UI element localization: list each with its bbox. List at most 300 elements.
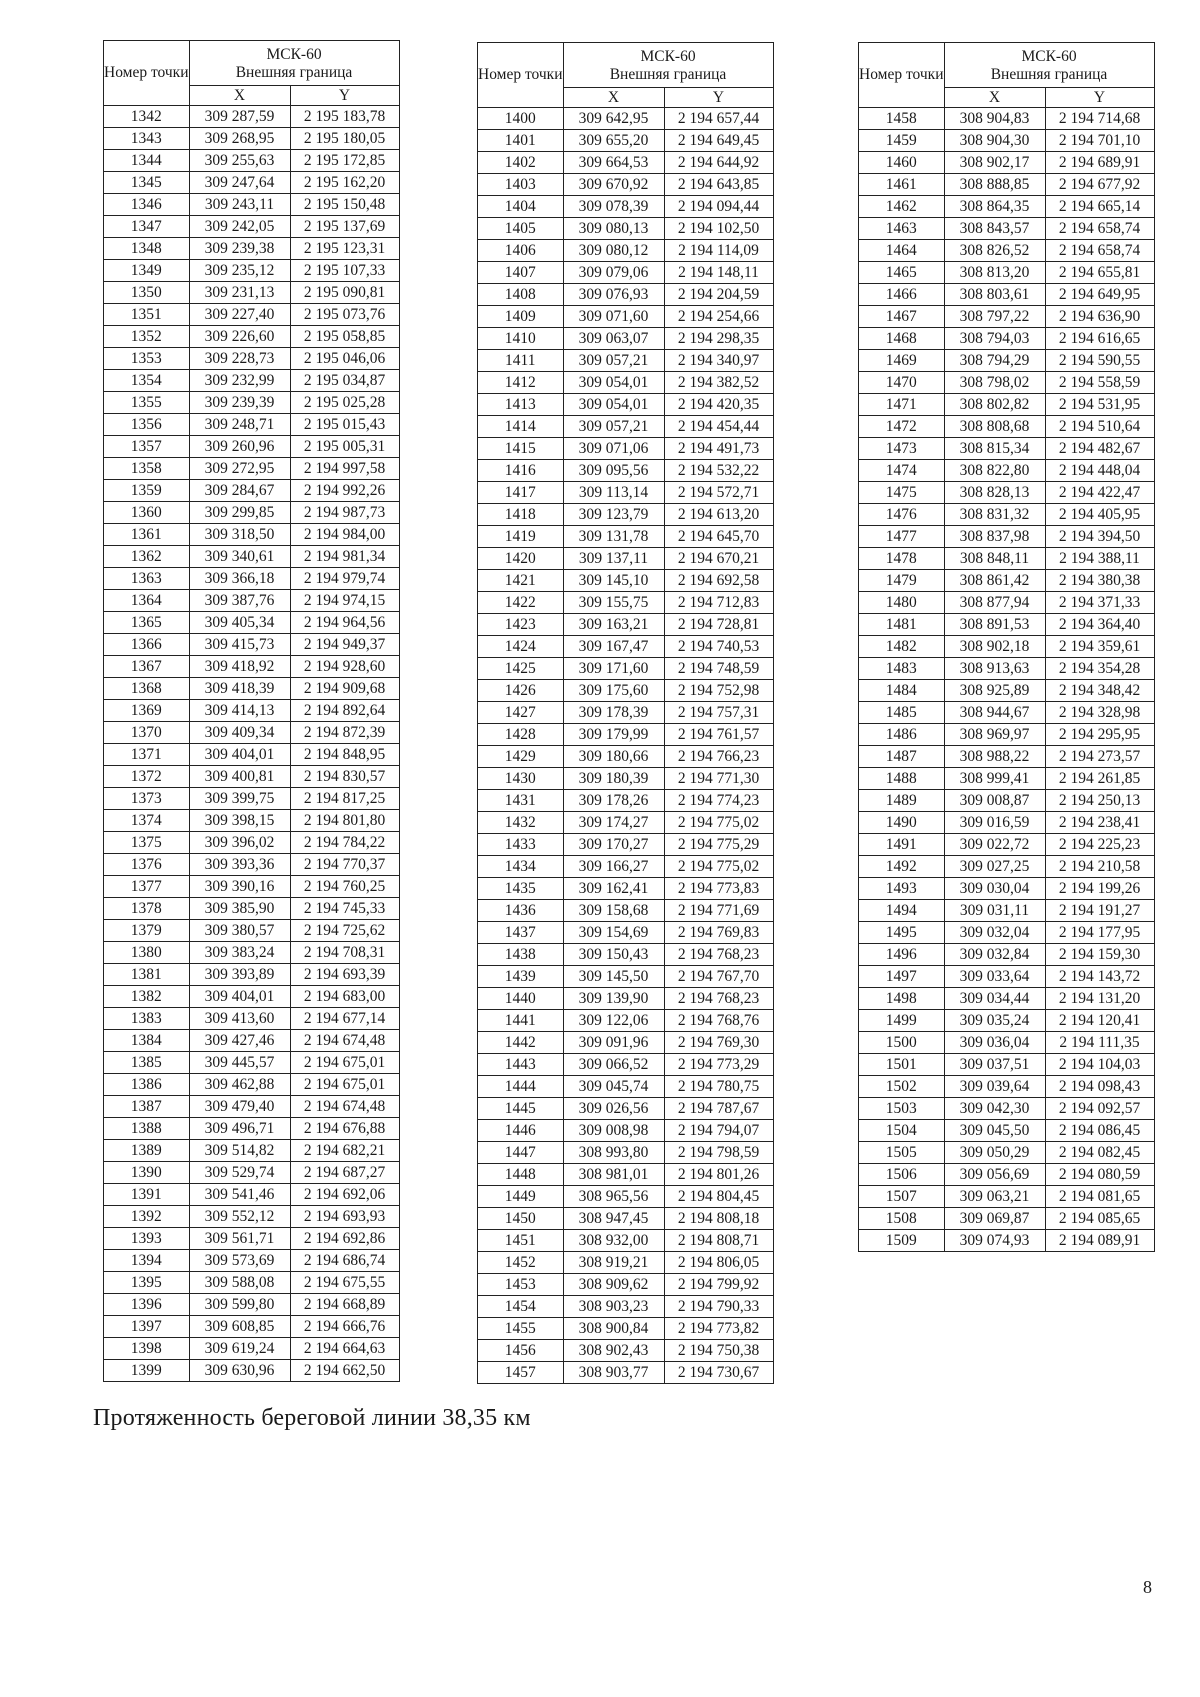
y-coordinate-cell: 2 195 150,48 (290, 194, 399, 216)
table-row (104, 1338, 400, 1360)
y-coordinate-cell: 2 194 191,27 (1045, 900, 1154, 922)
y-coordinate-cell: 2 194 645,70 (664, 526, 773, 548)
x-coordinate-cell: 309 026,56 (563, 1098, 664, 1120)
x-coordinate-cell: 309 054,01 (563, 372, 664, 394)
y-coordinate-cell: 2 194 687,27 (290, 1162, 399, 1184)
point-number-cell: 1460 (859, 152, 945, 174)
x-coordinate-cell: 309 529,74 (189, 1162, 290, 1184)
point-number-cell: 1387 (104, 1096, 190, 1118)
x-coordinate-cell: 309 243,11 (189, 194, 290, 216)
y-coordinate-cell: 2 194 689,91 (1045, 152, 1154, 174)
table-row (859, 1010, 1155, 1032)
y-coordinate-cell: 2 194 775,02 (664, 856, 773, 878)
x-coordinate-cell: 309 039,64 (944, 1076, 1045, 1098)
point-number-cell: 1368 (104, 678, 190, 700)
x-coordinate-cell: 308 902,17 (944, 152, 1045, 174)
x-coordinate-cell: 309 393,36 (189, 854, 290, 876)
point-number-cell: 1499 (859, 1010, 945, 1032)
y-coordinate-cell: 2 194 085,65 (1045, 1208, 1154, 1230)
y-coordinate-cell: 2 194 768,23 (664, 988, 773, 1010)
point-number-cell: 1493 (859, 878, 945, 900)
y-coordinate-cell: 2 194 261,85 (1045, 768, 1154, 790)
x-coordinate-cell: 309 414,13 (189, 700, 290, 722)
table-row (478, 218, 774, 240)
y-coordinate-cell: 2 194 388,11 (1045, 548, 1154, 570)
y-coordinate-cell: 2 195 073,76 (290, 304, 399, 326)
x-coordinate-cell: 309 016,59 (944, 812, 1045, 834)
point-number-cell: 1365 (104, 612, 190, 634)
x-coordinate-cell: 309 076,93 (563, 284, 664, 306)
y-coordinate-cell: 2 195 025,28 (290, 392, 399, 414)
y-coordinate-cell: 2 194 830,57 (290, 766, 399, 788)
coordinate-system-name: МСК-60 (266, 46, 322, 64)
point-number-cell: 1432 (478, 812, 564, 834)
table-row (859, 1164, 1155, 1186)
x-coordinate-cell: 309 404,01 (189, 986, 290, 1008)
x-coordinate-cell: 309 462,88 (189, 1074, 290, 1096)
point-number-cell: 1437 (478, 922, 564, 944)
table-row (859, 1098, 1155, 1120)
header-row (859, 43, 1155, 88)
point-number-cell: 1377 (104, 876, 190, 898)
x-coordinate-cell: 308 831,32 (944, 504, 1045, 526)
x-column-header: X (563, 88, 664, 108)
y-coordinate-cell: 2 194 080,59 (1045, 1164, 1154, 1186)
table-row (859, 878, 1155, 900)
point-number-cell: 1492 (859, 856, 945, 878)
y-coordinate-cell: 2 194 298,35 (664, 328, 773, 350)
point-number-cell: 1478 (859, 548, 945, 570)
x-coordinate-cell: 309 385,90 (189, 898, 290, 920)
y-coordinate-cell: 2 194 987,73 (290, 502, 399, 524)
point-number-cell: 1445 (478, 1098, 564, 1120)
table-row (478, 1208, 774, 1230)
point-number-cell: 1464 (859, 240, 945, 262)
y-coordinate-cell: 2 194 892,64 (290, 700, 399, 722)
x-coordinate-cell: 308 947,45 (563, 1208, 664, 1230)
x-coordinate-cell: 308 822,80 (944, 460, 1045, 482)
table-row (104, 766, 400, 788)
x-coordinate-cell: 309 405,34 (189, 612, 290, 634)
table-row (478, 482, 774, 504)
point-number-cell: 1459 (859, 130, 945, 152)
x-coordinate-cell: 309 242,05 (189, 216, 290, 238)
x-coordinate-cell: 309 599,80 (189, 1294, 290, 1316)
y-coordinate-cell: 2 194 199,26 (1045, 878, 1154, 900)
x-coordinate-cell: 309 299,85 (189, 502, 290, 524)
table-row (478, 570, 774, 592)
y-coordinate-cell: 2 194 748,59 (664, 658, 773, 680)
point-number-cell: 1450 (478, 1208, 564, 1230)
table-row (104, 1052, 400, 1074)
header-row (478, 43, 774, 88)
point-number-cell: 1354 (104, 370, 190, 392)
y-coordinate-cell: 2 194 714,68 (1045, 108, 1154, 130)
table-row (104, 1096, 400, 1118)
y-coordinate-cell: 2 194 675,01 (290, 1052, 399, 1074)
x-coordinate-cell: 308 969,97 (944, 724, 1045, 746)
point-number-cell: 1423 (478, 614, 564, 636)
point-number-cell: 1475 (859, 482, 945, 504)
x-coordinate-cell: 309 063,21 (944, 1186, 1045, 1208)
y-coordinate-cell: 2 194 760,25 (290, 876, 399, 898)
table-row (104, 480, 400, 502)
y-coordinate-cell: 2 194 454,44 (664, 416, 773, 438)
x-coordinate-cell: 309 031,11 (944, 900, 1045, 922)
y-coordinate-cell: 2 194 708,31 (290, 942, 399, 964)
y-coordinate-cell: 2 194 692,58 (664, 570, 773, 592)
point-number-cell: 1345 (104, 172, 190, 194)
y-coordinate-cell: 2 194 448,04 (1045, 460, 1154, 482)
x-coordinate-cell: 309 162,41 (563, 878, 664, 900)
point-number-cell: 1490 (859, 812, 945, 834)
y-coordinate-cell: 2 194 658,74 (1045, 218, 1154, 240)
point-number-cell: 1361 (104, 524, 190, 546)
table-row (104, 1074, 400, 1096)
point-number-cell: 1438 (478, 944, 564, 966)
table-row (859, 416, 1155, 438)
point-number-cell: 1484 (859, 680, 945, 702)
point-number-cell: 1485 (859, 702, 945, 724)
y-coordinate-cell: 2 194 613,20 (664, 504, 773, 526)
table-row (859, 306, 1155, 328)
y-coordinate-cell: 2 194 081,65 (1045, 1186, 1154, 1208)
point-number-cell: 1456 (478, 1340, 564, 1362)
point-number-cell: 1509 (859, 1230, 945, 1252)
x-coordinate-cell: 309 608,85 (189, 1316, 290, 1338)
x-coordinate-cell: 309 400,81 (189, 766, 290, 788)
point-number-header: Номер точки (104, 41, 190, 106)
x-coordinate-cell: 308 848,11 (944, 548, 1045, 570)
point-number-cell: 1453 (478, 1274, 564, 1296)
x-coordinate-cell: 309 163,21 (563, 614, 664, 636)
point-number-cell: 1414 (478, 416, 564, 438)
table-row (478, 350, 774, 372)
table-row (859, 284, 1155, 306)
x-coordinate-cell: 309 154,69 (563, 922, 664, 944)
point-number-cell: 1351 (104, 304, 190, 326)
table-row (478, 1362, 774, 1384)
table-row (104, 612, 400, 634)
table-row (478, 1252, 774, 1274)
table-body (859, 108, 1155, 1252)
x-coordinate-cell: 308 993,80 (563, 1142, 664, 1164)
x-coordinate-cell: 309 174,27 (563, 812, 664, 834)
point-number-cell: 1349 (104, 260, 190, 282)
point-number-cell: 1344 (104, 150, 190, 172)
table-row (859, 350, 1155, 372)
x-coordinate-cell: 308 815,34 (944, 438, 1045, 460)
point-number-cell: 1507 (859, 1186, 945, 1208)
y-coordinate-cell: 2 194 371,33 (1045, 592, 1154, 614)
table-row (104, 1316, 400, 1338)
point-number-cell: 1444 (478, 1076, 564, 1098)
table-row (478, 1032, 774, 1054)
table-row (104, 1250, 400, 1272)
table-row (478, 702, 774, 724)
table-row (478, 1098, 774, 1120)
table-row (104, 106, 400, 128)
point-number-cell: 1443 (478, 1054, 564, 1076)
point-number-cell: 1447 (478, 1142, 564, 1164)
y-coordinate-cell: 2 195 162,20 (290, 172, 399, 194)
table-row (478, 130, 774, 152)
point-number-cell: 1504 (859, 1120, 945, 1142)
x-coordinate-cell: 308 794,03 (944, 328, 1045, 350)
x-coordinate-cell: 309 167,47 (563, 636, 664, 658)
point-number-cell: 1403 (478, 174, 564, 196)
x-coordinate-cell: 308 843,57 (944, 218, 1045, 240)
table-row (859, 746, 1155, 768)
x-coordinate-cell: 309 027,25 (944, 856, 1045, 878)
x-coordinate-cell: 309 175,60 (563, 680, 664, 702)
point-number-cell: 1395 (104, 1272, 190, 1294)
point-number-cell: 1502 (859, 1076, 945, 1098)
point-number-cell: 1421 (478, 570, 564, 592)
x-coordinate-cell: 309 036,04 (944, 1032, 1045, 1054)
x-coordinate-cell: 308 864,35 (944, 196, 1045, 218)
x-coordinate-cell: 309 284,67 (189, 480, 290, 502)
point-number-cell: 1461 (859, 174, 945, 196)
point-number-cell: 1505 (859, 1142, 945, 1164)
x-coordinate-cell: 309 178,26 (563, 790, 664, 812)
point-number-cell: 1404 (478, 196, 564, 218)
x-coordinate-cell: 308 902,43 (563, 1340, 664, 1362)
table-row (478, 592, 774, 614)
table-row (104, 128, 400, 150)
table-row (478, 152, 774, 174)
x-coordinate-cell: 309 396,02 (189, 832, 290, 854)
table-row (104, 304, 400, 326)
x-coordinate-cell: 308 902,18 (944, 636, 1045, 658)
table-header (859, 43, 1155, 108)
x-coordinate-cell: 309 404,01 (189, 744, 290, 766)
x-coordinate-cell: 309 063,07 (563, 328, 664, 350)
table-row (859, 812, 1155, 834)
x-coordinate-cell: 309 427,46 (189, 1030, 290, 1052)
x-coordinate-cell: 309 008,98 (563, 1120, 664, 1142)
point-number-cell: 1491 (859, 834, 945, 856)
point-number-cell: 1364 (104, 590, 190, 612)
x-coordinate-cell: 309 054,01 (563, 394, 664, 416)
y-coordinate-cell: 2 194 250,13 (1045, 790, 1154, 812)
x-coordinate-cell: 309 095,56 (563, 460, 664, 482)
x-coordinate-cell: 309 145,50 (563, 966, 664, 988)
y-coordinate-cell: 2 194 405,95 (1045, 504, 1154, 526)
y-coordinate-cell: 2 194 964,56 (290, 612, 399, 634)
table-row (104, 282, 400, 304)
y-coordinate-cell: 2 194 692,86 (290, 1228, 399, 1250)
x-coordinate-cell: 308 826,52 (944, 240, 1045, 262)
point-number-cell: 1472 (859, 416, 945, 438)
x-coordinate-cell: 308 888,85 (944, 174, 1045, 196)
point-number-header: Номер точки (859, 43, 945, 108)
y-coordinate-cell: 2 194 767,70 (664, 966, 773, 988)
point-number-cell: 1430 (478, 768, 564, 790)
point-number-cell: 1424 (478, 636, 564, 658)
table-row (104, 392, 400, 414)
table-row (104, 1162, 400, 1184)
table-row (478, 1120, 774, 1142)
y-coordinate-cell: 2 194 771,30 (664, 768, 773, 790)
boundary-type-label: Внешняя граница (235, 64, 353, 82)
coordinate-system-name: МСК-60 (640, 48, 696, 66)
table-row (478, 900, 774, 922)
x-coordinate-cell: 309 074,93 (944, 1230, 1045, 1252)
table-row (478, 438, 774, 460)
table-row (104, 810, 400, 832)
point-number-cell: 1446 (478, 1120, 564, 1142)
y-coordinate-cell: 2 194 131,20 (1045, 988, 1154, 1010)
y-coordinate-cell: 2 195 005,31 (290, 436, 399, 458)
point-number-cell: 1394 (104, 1250, 190, 1272)
table-row (104, 1360, 400, 1382)
y-coordinate-cell: 2 194 657,44 (664, 108, 773, 130)
y-coordinate-cell: 2 194 979,74 (290, 568, 399, 590)
point-number-cell: 1363 (104, 568, 190, 590)
table-row (104, 1118, 400, 1140)
table-row (478, 306, 774, 328)
table-row (859, 988, 1155, 1010)
coordinate-system-name: МСК-60 (1021, 48, 1077, 66)
point-number-cell: 1458 (859, 108, 945, 130)
point-number-cell: 1384 (104, 1030, 190, 1052)
point-number-cell: 1486 (859, 724, 945, 746)
x-coordinate-cell: 309 166,27 (563, 856, 664, 878)
table-row (859, 548, 1155, 570)
y-coordinate-cell: 2 194 658,74 (1045, 240, 1154, 262)
x-coordinate-cell: 309 239,38 (189, 238, 290, 260)
table-row (104, 1008, 400, 1030)
point-number-cell: 1427 (478, 702, 564, 724)
table-row (478, 504, 774, 526)
y-coordinate-cell: 2 194 382,52 (664, 372, 773, 394)
x-coordinate-cell: 308 861,42 (944, 570, 1045, 592)
table-row (859, 1032, 1155, 1054)
table-row (478, 108, 774, 130)
x-coordinate-cell: 309 180,66 (563, 746, 664, 768)
point-number-cell: 1405 (478, 218, 564, 240)
x-column-header: X (189, 86, 290, 106)
y-coordinate-cell: 2 194 510,64 (1045, 416, 1154, 438)
y-coordinate-cell: 2 195 034,87 (290, 370, 399, 392)
point-number-cell: 1343 (104, 128, 190, 150)
point-number-cell: 1376 (104, 854, 190, 876)
y-coordinate-cell: 2 194 730,67 (664, 1362, 773, 1384)
x-coordinate-cell: 309 037,51 (944, 1054, 1045, 1076)
table-row (478, 1164, 774, 1186)
table-row (104, 326, 400, 348)
point-number-cell: 1455 (478, 1318, 564, 1340)
y-coordinate-cell: 2 195 090,81 (290, 282, 399, 304)
table-row (859, 460, 1155, 482)
point-number-cell: 1381 (104, 964, 190, 986)
y-coordinate-cell: 2 194 120,41 (1045, 1010, 1154, 1032)
point-number-cell: 1440 (478, 988, 564, 1010)
point-number-cell: 1473 (859, 438, 945, 460)
table-row (859, 922, 1155, 944)
table-row (478, 812, 774, 834)
y-coordinate-cell: 2 194 649,45 (664, 130, 773, 152)
point-number-cell: 1369 (104, 700, 190, 722)
y-coordinate-cell: 2 194 693,93 (290, 1206, 399, 1228)
x-coordinate-cell: 309 113,14 (563, 482, 664, 504)
point-number-cell: 1429 (478, 746, 564, 768)
y-coordinate-cell: 2 194 572,71 (664, 482, 773, 504)
x-coordinate-cell: 309 180,39 (563, 768, 664, 790)
point-number-cell: 1436 (478, 900, 564, 922)
y-coordinate-cell: 2 194 775,02 (664, 812, 773, 834)
x-coordinate-cell: 308 904,30 (944, 130, 1045, 152)
table-row (478, 1186, 774, 1208)
table-row (859, 152, 1155, 174)
y-coordinate-cell: 2 194 701,10 (1045, 130, 1154, 152)
x-coordinate-cell: 309 260,96 (189, 436, 290, 458)
table-row (859, 724, 1155, 746)
table-row (859, 658, 1155, 680)
coordinates-table-2 (477, 42, 774, 1384)
point-number-cell: 1503 (859, 1098, 945, 1120)
point-number-cell: 1386 (104, 1074, 190, 1096)
table-row (104, 854, 400, 876)
y-coordinate-cell: 2 195 172,85 (290, 150, 399, 172)
y-coordinate-cell: 2 194 655,81 (1045, 262, 1154, 284)
point-number-cell: 1500 (859, 1032, 945, 1054)
y-coordinate-cell: 2 194 148,11 (664, 262, 773, 284)
table-body (478, 108, 774, 1384)
table-row (104, 546, 400, 568)
table-row (859, 768, 1155, 790)
header-row (104, 41, 400, 86)
y-coordinate-cell: 2 194 771,69 (664, 900, 773, 922)
x-coordinate-cell: 309 057,21 (563, 416, 664, 438)
y-coordinate-cell: 2 195 015,43 (290, 414, 399, 436)
x-coordinate-cell: 309 131,78 (563, 526, 664, 548)
y-coordinate-cell: 2 194 773,82 (664, 1318, 773, 1340)
point-number-cell: 1389 (104, 1140, 190, 1162)
y-coordinate-cell: 2 194 225,23 (1045, 834, 1154, 856)
y-coordinate-cell: 2 194 675,55 (290, 1272, 399, 1294)
coordinate-system-header (189, 41, 399, 86)
table-row (104, 678, 400, 700)
y-coordinate-cell: 2 194 616,65 (1045, 328, 1154, 350)
table-row (478, 988, 774, 1010)
table-row (859, 592, 1155, 614)
x-coordinate-cell: 309 008,87 (944, 790, 1045, 812)
y-coordinate-cell: 2 194 665,14 (1045, 196, 1154, 218)
point-number-cell: 1494 (859, 900, 945, 922)
x-coordinate-cell: 309 399,75 (189, 788, 290, 810)
table-row (478, 196, 774, 218)
y-coordinate-cell: 2 194 677,14 (290, 1008, 399, 1030)
y-coordinate-cell: 2 194 682,21 (290, 1140, 399, 1162)
y-coordinate-cell: 2 194 422,47 (1045, 482, 1154, 504)
point-number-cell: 1497 (859, 966, 945, 988)
y-coordinate-cell: 2 194 775,29 (664, 834, 773, 856)
x-coordinate-cell: 309 034,44 (944, 988, 1045, 1010)
x-coordinate-cell: 309 170,27 (563, 834, 664, 856)
y-coordinate-cell: 2 195 123,31 (290, 238, 399, 260)
x-coordinate-cell: 308 919,21 (563, 1252, 664, 1274)
table-row (478, 724, 774, 746)
y-coordinate-cell: 2 194 799,92 (664, 1274, 773, 1296)
table-row (478, 636, 774, 658)
point-number-cell: 1380 (104, 942, 190, 964)
table-row (859, 856, 1155, 878)
point-number-cell: 1442 (478, 1032, 564, 1054)
y-coordinate-cell: 2 195 137,69 (290, 216, 399, 238)
x-coordinate-cell: 309 619,24 (189, 1338, 290, 1360)
